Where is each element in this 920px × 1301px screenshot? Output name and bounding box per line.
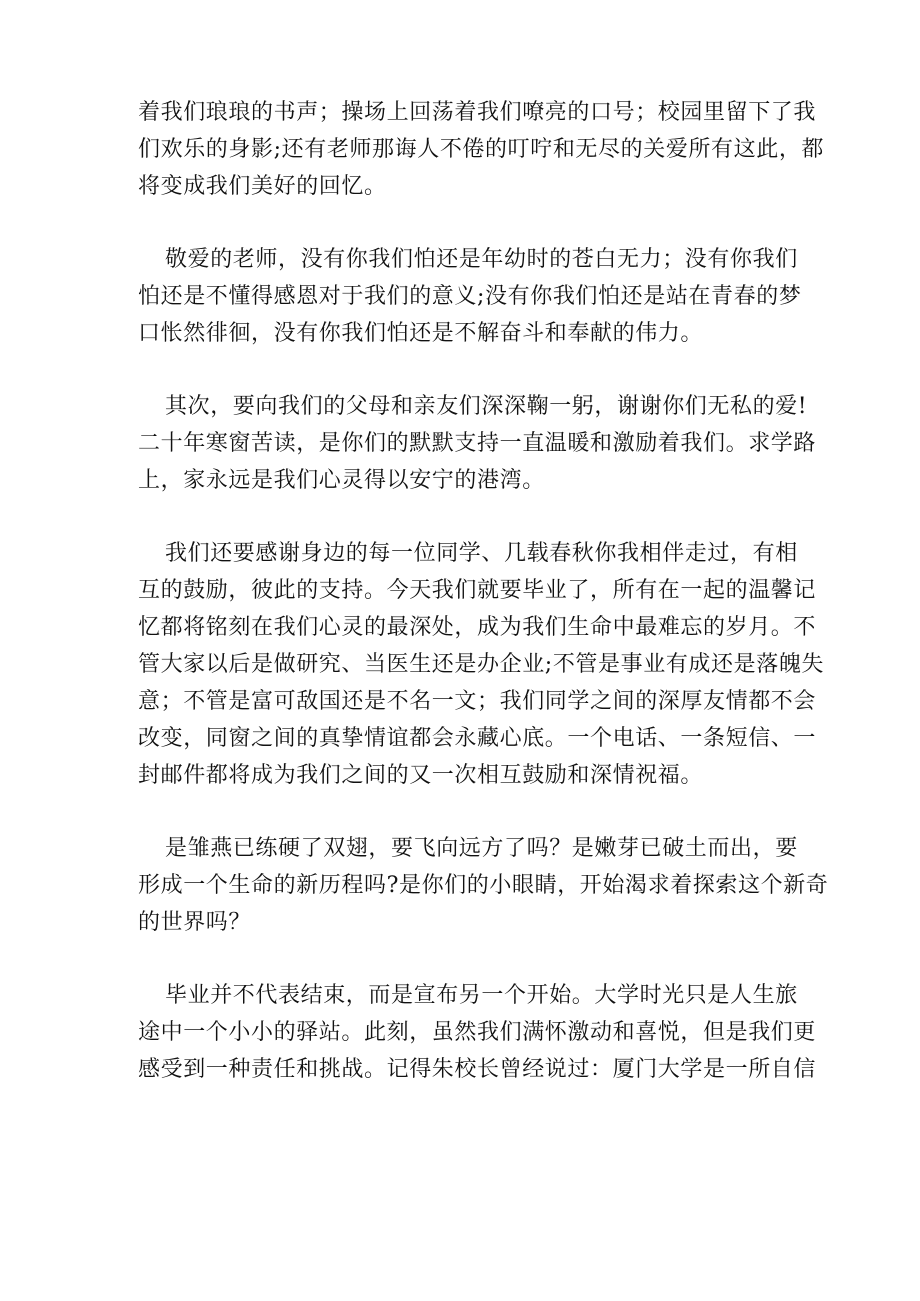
paragraph-line: 着我们琅琅的书声；操场上回荡着我们嘹亮的口号；校园里留下了我: [138, 100, 817, 125]
paragraph-line: 毕业并不代表结束，而是宣布另一个开始。大学时光只是人生旅: [165, 983, 798, 1008]
paragraph-2: [138, 241, 800, 352]
paragraph-line: 途中一个小小的驿站。此刻，虽然我们满怀激动和喜悦，但是我们更: [138, 1020, 817, 1045]
paragraph-line: 封邮件都将成为我们之间的又一次相互鼓励和深情祝福。: [138, 763, 704, 788]
paragraph-4: [138, 535, 825, 794]
paragraph-line: 二十年寒窗苦读，是你们的默默支持一直温暖和激励着我们。求学路: [138, 431, 817, 456]
paragraph-1: [138, 94, 825, 205]
paragraph-line: 感受到一种责任和挑战。记得朱校长曾经说过：厦门大学是一所自信: [138, 1057, 817, 1082]
paragraph-3: [138, 388, 817, 499]
paragraph-line: 改变，同窗之间的真挚情谊都会永藏心底。一个电话、一条短信、一: [138, 726, 817, 751]
paragraph-5: [138, 830, 829, 941]
paragraph-line: 是雏燕已练硬了双翅，要飞向远方了吗？是嫩芽已破土而出，要: [165, 836, 798, 861]
paragraph-line: 的世界吗？: [138, 910, 252, 935]
paragraph-line: 上，家永远是我们心灵得以安宁的港湾。: [138, 468, 545, 493]
paragraph-line: 互的鼓励，彼此的支持。今天我们就要毕业了，所有在一起的温馨记: [138, 578, 817, 603]
paragraph-line: 意；不管是富可敌国还是不名一文；我们同学之间的深厚友情都不会: [138, 689, 817, 714]
paragraph-line: 敬爱的老师，没有你我们怕还是年幼时的苍白无力；没有你我们: [165, 247, 798, 272]
paragraph-line: 忆都将铭刻在我们心灵的最深处，成为我们生命中最难忘的岁月。不: [138, 615, 817, 640]
paragraph-line: 管大家以后是做研究、当医生还是办企业;不管是事业有成还是落魄失: [138, 652, 825, 677]
paragraph-line: 怕还是不懂得感恩对于我们的意义;没有你我们怕还是站在青春的梦: [138, 284, 802, 309]
paragraph-line: 其次，要向我们的父母和亲友们深深鞠一躬，谢谢你们无私的爱!: [165, 394, 808, 419]
paragraph-line: 们欢乐的身影;还有老师那诲人不倦的叮咛和无尽的关爱所有这此，都: [138, 137, 825, 162]
paragraph-line: 形成一个生命的新历程吗?是你们的小眼睛，开始渴求着探索这个新奇: [138, 873, 829, 898]
paragraph-line: 我们还要感谢身边的每一位同学、几载春秋你我相伴走过，有相: [165, 541, 798, 566]
paragraph-6: [138, 977, 817, 1088]
paragraph-line: 口怅然徘徊，没有你我们怕还是不解奋斗和奉献的伟力。: [138, 321, 704, 346]
paragraph-line: 将变成我们美好的回忆。: [138, 174, 387, 199]
